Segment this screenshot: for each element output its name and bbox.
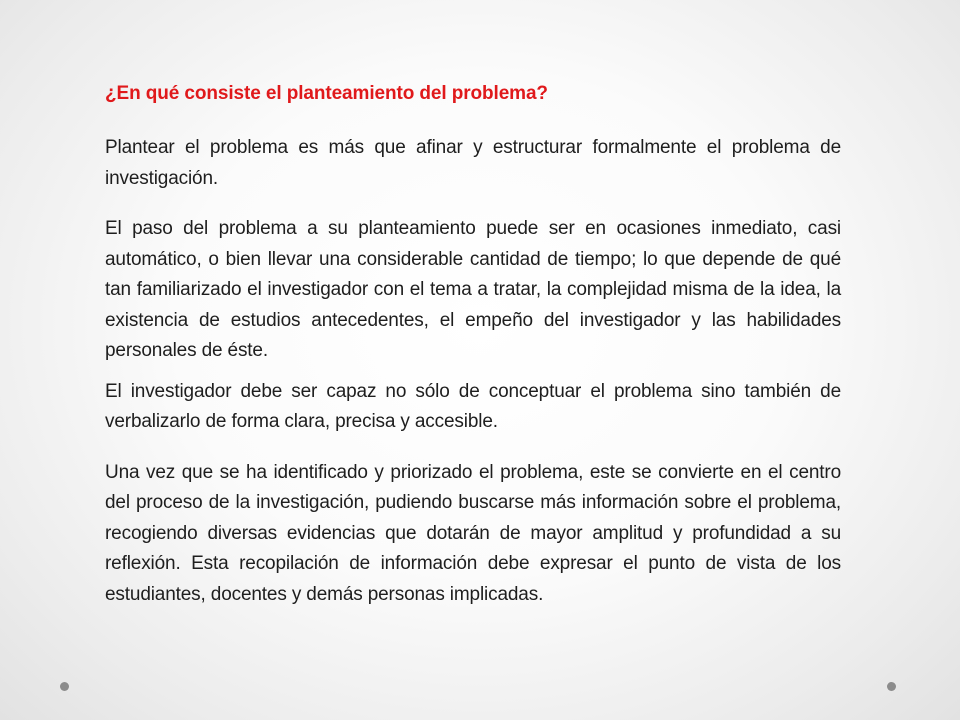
left-dot-icon <box>60 682 69 691</box>
slide-content <box>105 79 841 610</box>
paragraph-3: El investigador debe ser capaz no sólo de conceptuar el problema sino también de verbalizarlo de forma clara, precisa y accesible. <box>105 380 841 432</box>
slide-title: ¿En qué consiste el planteamiento del problema? <box>105 83 548 104</box>
paragraph-4: Una vez que se ha identificado y priorizado el problema, este se convierte en el centro del proceso de la investigación, pudiendo buscarse más información sobre el problema, recogiendo diversas evidencias que dotarán de mayor amplitud y profundidad a su reflexión. Esta recopilación de información debe expresar el punto de vista de los estudiantes, docentes y demás personas implicadas. <box>105 461 841 605</box>
paragraph-2: El paso del problema a su planteamiento puede ser en ocasiones inmediato, casi automático, o bien llevar una considerable cantidad de tiempo; lo que depende de qué tan familiarizado el investigador con el tema a tratar, la complejidad misma de la idea, la existencia de estudios antecedentes, el empeño del investigador y las habilidades personales de éste. <box>105 218 841 361</box>
paragraph-1: Plantear el problema es más que afinar y estructurar formalmente el problema de investigación. <box>105 137 841 189</box>
right-dot-icon <box>887 682 896 691</box>
